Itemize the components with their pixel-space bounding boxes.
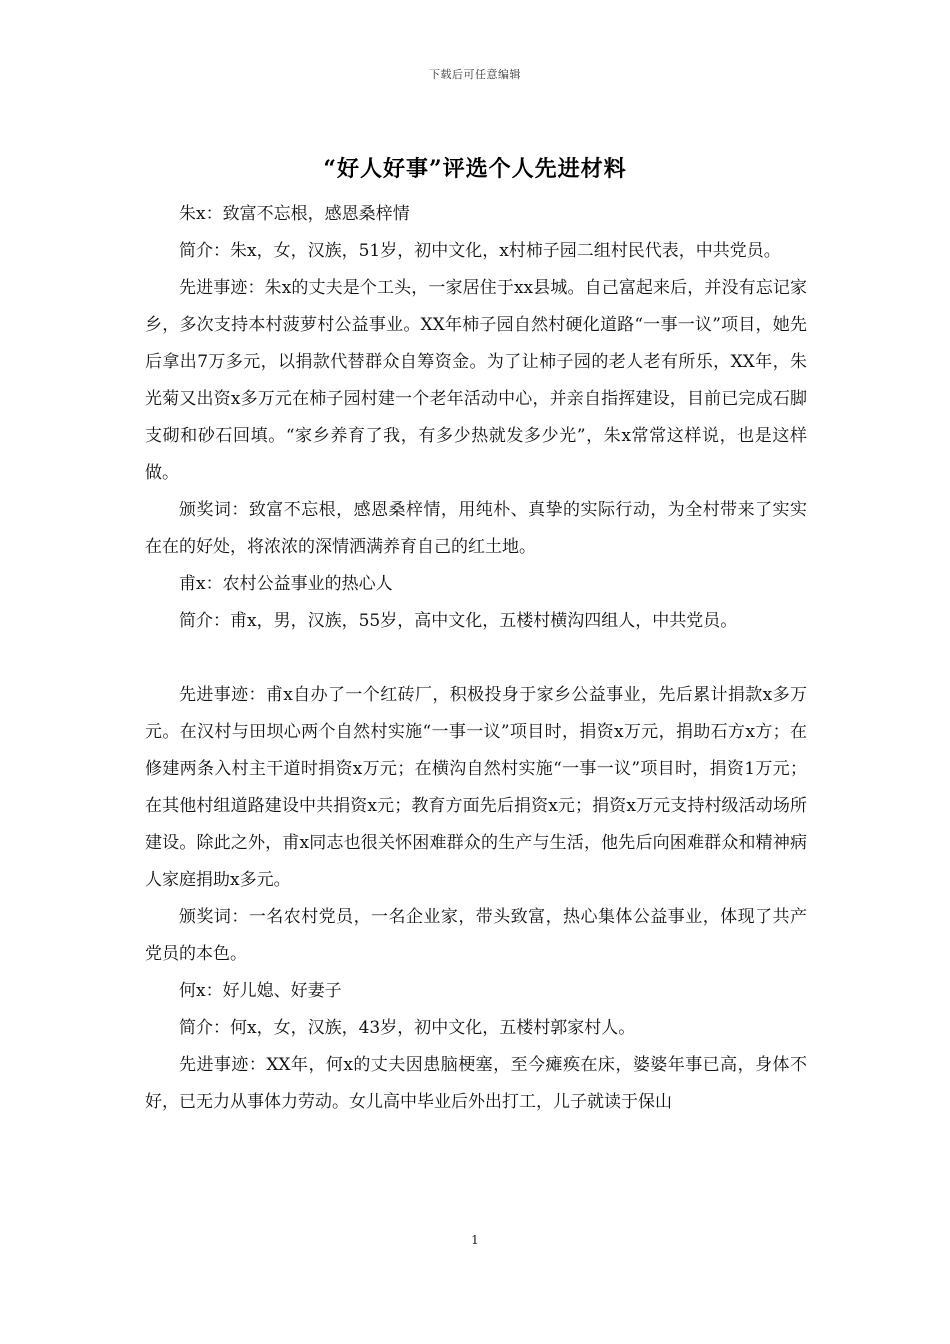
paragraph-award-zhu: 颁奖词：致富不忘根，感恩桑梓情，用纯朴、真挚的实际行动，为全村带来了实实在在的好处，将浓浓的深情洒满养育自己的红土地。 xyxy=(145,500,807,557)
section-heading-zhu: 朱x：致富不忘根，感恩桑梓情 xyxy=(179,204,410,224)
paragraph-award-fu: 颁奖词：一名农村党员，一名企业家，带头致富，热心集体公益事业，体现了共产党员的本色。 xyxy=(145,907,807,964)
document-title: “好人好事”评选个人先进材料 xyxy=(323,156,627,182)
paragraph-deeds-he: 先进事迹：XX年，何x的丈夫因患脑梗塞，至今瘫痪在床，婆婆年事已高，身体不好，已无力从事体力劳动。女儿高中毕业后外出打工，儿子就读于保山 xyxy=(145,1055,807,1112)
section-heading-he: 何x：好儿媳、好妻子 xyxy=(179,981,342,1001)
paragraph-intro-zhu: 简介：朱x，女，汉族，51岁，初中文化，x村柿子园二组村民代表，中共党员。 xyxy=(179,241,781,261)
paragraph-deeds-zhu: 先进事迹：朱x的丈夫是个工头，一家居住于xx县城。自己富起来后，并没有忘记家乡，多次支持本村菠萝村公益事业。XX年柿子园自然村硬化道路“一事一议”项目，她先后拿出7万多元，以捐款代替群众自筹资金。为了让柿子园的老人老有所乐，XX年，朱光菊又出资x多万元在柿子园村建一个老年活动中心，并亲自指挥建设，目前已完成石脚支砌和砂石回填。“家乡养育了我，有多少热就发多少光”，朱x常常这样说，也是这样做。 xyxy=(145,278,807,483)
page-number: 1 xyxy=(471,1233,479,1247)
section-heading-fu: 甫x：农村公益事业的热心人 xyxy=(179,574,393,594)
paragraph-intro-fu: 简介：甫x，男，汉族，55岁，高中文化，五楼村横沟四组人，中共党员。 xyxy=(179,611,738,631)
document-body xyxy=(145,196,807,1121)
paragraph-deeds-fu: 先进事迹：甫x自办了一个红砖厂，积极投身于家乡公益事业，先后累计捐款x多万元。在汉村与田坝心两个自然村实施“一事一议”项目时，捐资x万元，捐助石方x方；在修建两条入村主干道时捐资x万元；在横沟自然村实施“一事一议”项目时，捐资1万元；在其他村组道路建设中共捐资x元；教育方面先后捐资x元；捐资x万元支持村级活动场所建设。除此之外，甫x同志也很关怀困难群众的生产与生活，他先后向困难群众和精神病人家庭捐助x多元。 xyxy=(145,685,807,890)
paragraph-intro-he: 简介：何x，女，汉族，43岁，初中文化，五楼村郭家村人。 xyxy=(179,1018,636,1038)
header-note: 下载后可任意编辑 xyxy=(429,68,521,81)
